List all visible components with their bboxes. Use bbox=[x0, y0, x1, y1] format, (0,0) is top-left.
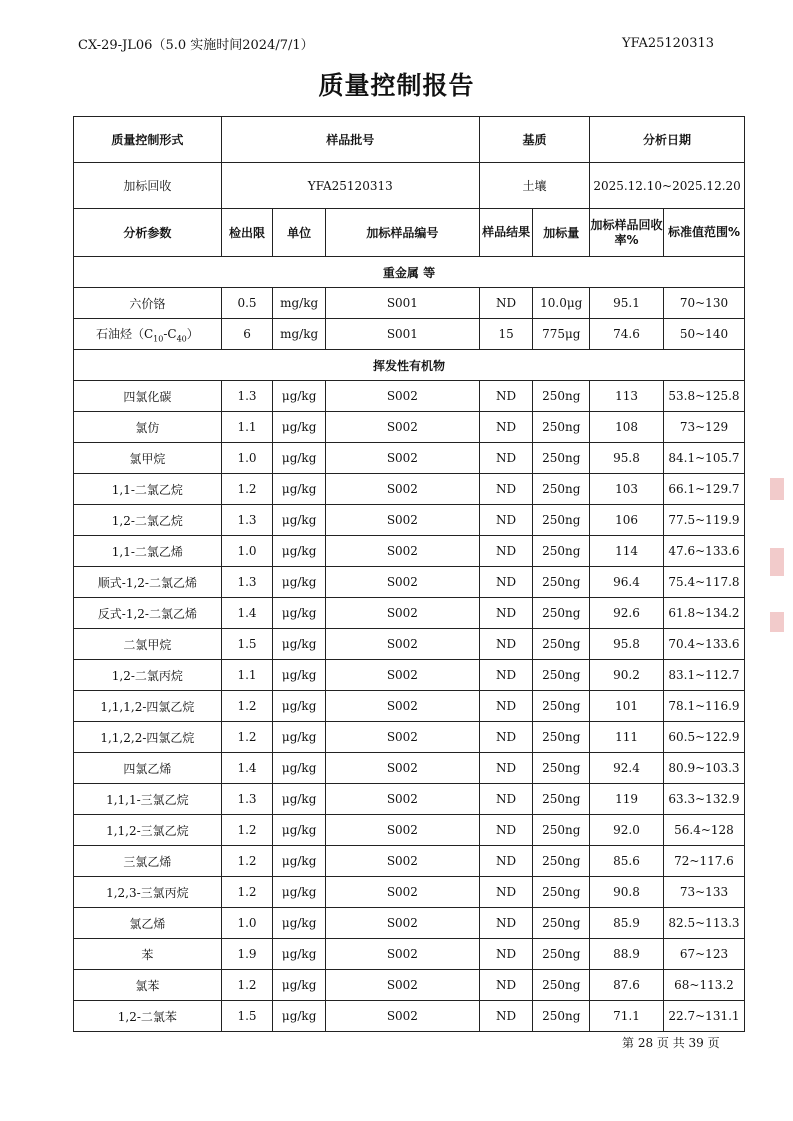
cell-standard-range: 61.8~134.2 bbox=[663, 598, 744, 629]
cell-sample-result: ND bbox=[479, 505, 533, 536]
cell-unit: mg/kg bbox=[273, 319, 326, 350]
cell-unit: μg/kg bbox=[273, 846, 326, 877]
cell-lod: 1.0 bbox=[221, 908, 273, 939]
stamp-fragment bbox=[770, 612, 784, 632]
text-part: -C bbox=[163, 326, 177, 341]
cell-sample-result: ND bbox=[479, 598, 533, 629]
cell-recovery: 90.8 bbox=[590, 877, 664, 908]
cell-spike-amount: 250ng bbox=[533, 1001, 590, 1032]
cell-parameter: 四氯化碳 bbox=[74, 381, 222, 412]
cell-lod: 1.5 bbox=[221, 1001, 273, 1032]
cell-recovery: 90.2 bbox=[590, 660, 664, 691]
info-header-qc-form: 质量控制形式 bbox=[74, 117, 222, 163]
cell-unit: μg/kg bbox=[273, 412, 326, 443]
info-qc-form: 加标回收 bbox=[74, 163, 222, 209]
cell-parameter: 氯苯 bbox=[74, 970, 222, 1001]
table-row bbox=[74, 1001, 745, 1032]
cell-recovery: 96.4 bbox=[590, 567, 664, 598]
cell-standard-range: 78.1~116.9 bbox=[663, 691, 744, 722]
cell-parameter: 六价铬 bbox=[74, 288, 222, 319]
table-row bbox=[74, 722, 745, 753]
cell-parameter: 二氯甲烷 bbox=[74, 629, 222, 660]
info-value-row bbox=[74, 163, 745, 209]
cell-sample-id: S001 bbox=[325, 319, 479, 350]
info-date: 2025.12.10~2025.12.20 bbox=[590, 163, 745, 209]
cell-unit: μg/kg bbox=[273, 722, 326, 753]
cell-unit: μg/kg bbox=[273, 815, 326, 846]
cell-unit: μg/kg bbox=[273, 443, 326, 474]
cell-lod: 1.2 bbox=[221, 846, 273, 877]
cell-recovery: 87.6 bbox=[590, 970, 664, 1001]
cell-standard-range: 56.4~128 bbox=[663, 815, 744, 846]
cell-standard-range: 73~133 bbox=[663, 877, 744, 908]
cell-parameter: 1,1,1,2-四氯乙烷 bbox=[74, 691, 222, 722]
cell-sample-result: ND bbox=[479, 753, 533, 784]
cell-standard-range: 63.3~132.9 bbox=[663, 784, 744, 815]
cell-spike-amount: 10.0μg bbox=[533, 288, 590, 319]
cell-parameter: 氯乙烯 bbox=[74, 908, 222, 939]
cell-sample-id: S002 bbox=[325, 784, 479, 815]
cell-sample-result: ND bbox=[479, 784, 533, 815]
table-row bbox=[74, 412, 745, 443]
cell-sample-result: ND bbox=[479, 1001, 533, 1032]
cell-lod: 1.0 bbox=[221, 443, 273, 474]
cell-standard-range: 84.1~105.7 bbox=[663, 443, 744, 474]
cell-recovery: 95.1 bbox=[590, 288, 664, 319]
info-batch: YFA25120313 bbox=[221, 163, 479, 209]
stamp-fragment bbox=[770, 548, 784, 576]
quality-control-table bbox=[73, 116, 745, 1032]
cell-unit: μg/kg bbox=[273, 939, 326, 970]
cell-sample-id: S002 bbox=[325, 722, 479, 753]
info-header-date: 分析日期 bbox=[590, 117, 745, 163]
cell-spike-amount: 250ng bbox=[533, 474, 590, 505]
cell-lod: 1.4 bbox=[221, 753, 273, 784]
table-row bbox=[74, 319, 745, 350]
cell-parameter: 顺式-1,2-二氯乙烯 bbox=[74, 567, 222, 598]
cell-parameter: 1,2-二氯丙烷 bbox=[74, 660, 222, 691]
col-header-parameter: 分析参数 bbox=[74, 209, 222, 257]
cell-sample-result: ND bbox=[479, 970, 533, 1001]
info-header-row bbox=[74, 117, 745, 163]
cell-lod: 1.3 bbox=[221, 567, 273, 598]
cell-recovery: 92.6 bbox=[590, 598, 664, 629]
cell-spike-amount: 250ng bbox=[533, 505, 590, 536]
cell-spike-amount: 250ng bbox=[533, 629, 590, 660]
table-row bbox=[74, 381, 745, 412]
cell-sample-id: S002 bbox=[325, 412, 479, 443]
cell-recovery: 103 bbox=[590, 474, 664, 505]
table-row bbox=[74, 443, 745, 474]
section-title: 重金属 等 bbox=[74, 257, 745, 288]
table-row bbox=[74, 691, 745, 722]
cell-unit: μg/kg bbox=[273, 536, 326, 567]
cell-standard-range: 75.4~117.8 bbox=[663, 567, 744, 598]
cell-standard-range: 53.8~125.8 bbox=[663, 381, 744, 412]
table-row bbox=[74, 536, 745, 567]
column-header-row bbox=[74, 209, 745, 257]
cell-parameter: 反式-1,2-二氯乙烯 bbox=[74, 598, 222, 629]
cell-recovery: 114 bbox=[590, 536, 664, 567]
cell-unit: mg/kg bbox=[273, 288, 326, 319]
cell-recovery: 95.8 bbox=[590, 443, 664, 474]
cell-unit: μg/kg bbox=[273, 784, 326, 815]
cell-unit: μg/kg bbox=[273, 691, 326, 722]
cell-sample-result: ND bbox=[479, 288, 533, 319]
page-title: 质量控制报告 bbox=[318, 71, 475, 100]
col-header-lod: 检出限 bbox=[221, 209, 273, 257]
cell-standard-range: 82.5~113.3 bbox=[663, 908, 744, 939]
cell-standard-range: 47.6~133.6 bbox=[663, 536, 744, 567]
cell-lod: 1.3 bbox=[221, 505, 273, 536]
cell-sample-id: S002 bbox=[325, 877, 479, 908]
cell-parameter: 苯 bbox=[74, 939, 222, 970]
table-row bbox=[74, 815, 745, 846]
document-code: CX-29-JL06（5.0 实施时间2024/7/1） bbox=[78, 38, 314, 53]
cell-sample-id: S002 bbox=[325, 939, 479, 970]
cell-sample-id: S002 bbox=[325, 567, 479, 598]
col-header-unit: 单位 bbox=[273, 209, 326, 257]
cell-sample-result: ND bbox=[479, 939, 533, 970]
cell-parameter: 1,2,3-三氯丙烷 bbox=[74, 877, 222, 908]
cell-sample-id: S001 bbox=[325, 288, 479, 319]
cell-unit: μg/kg bbox=[273, 505, 326, 536]
cell-lod: 1.2 bbox=[221, 722, 273, 753]
table-row bbox=[74, 288, 745, 319]
cell-spike-amount: 250ng bbox=[533, 908, 590, 939]
cell-recovery: 88.9 bbox=[590, 939, 664, 970]
report-number: YFA25120313 bbox=[622, 36, 715, 51]
cell-unit: μg/kg bbox=[273, 381, 326, 412]
stamp-fragment bbox=[770, 478, 784, 500]
cell-sample-result: ND bbox=[479, 474, 533, 505]
cell-spike-amount: 250ng bbox=[533, 381, 590, 412]
cell-parameter: 1,2-二氯苯 bbox=[74, 1001, 222, 1032]
cell-parameter: 1,1-二氯乙烯 bbox=[74, 536, 222, 567]
cell-sample-id: S002 bbox=[325, 536, 479, 567]
subscript: 40 bbox=[176, 334, 187, 344]
table-row bbox=[74, 753, 745, 784]
cell-sample-id: S002 bbox=[325, 598, 479, 629]
table-row bbox=[74, 970, 745, 1001]
cell-recovery: 92.4 bbox=[590, 753, 664, 784]
cell-sample-id: S002 bbox=[325, 381, 479, 412]
cell-recovery: 95.8 bbox=[590, 629, 664, 660]
cell-lod: 6 bbox=[221, 319, 273, 350]
cell-recovery: 85.9 bbox=[590, 908, 664, 939]
cell-recovery: 119 bbox=[590, 784, 664, 815]
cell-sample-id: S002 bbox=[325, 908, 479, 939]
cell-sample-id: S002 bbox=[325, 474, 479, 505]
cell-recovery: 113 bbox=[590, 381, 664, 412]
cell-parameter: 四氯乙烯 bbox=[74, 753, 222, 784]
cell-standard-range: 70.4~133.6 bbox=[663, 629, 744, 660]
cell-lod: 1.3 bbox=[221, 381, 273, 412]
cell-spike-amount: 250ng bbox=[533, 970, 590, 1001]
cell-sample-id: S002 bbox=[325, 691, 479, 722]
cell-spike-amount: 250ng bbox=[533, 567, 590, 598]
text-part: 石油烃（C bbox=[95, 326, 154, 341]
table-row bbox=[74, 660, 745, 691]
cell-spike-amount: 250ng bbox=[533, 877, 590, 908]
cell-sample-id: S002 bbox=[325, 970, 479, 1001]
cell-spike-amount: 250ng bbox=[533, 939, 590, 970]
cell-recovery: 101 bbox=[590, 691, 664, 722]
cell-standard-range: 80.9~103.3 bbox=[663, 753, 744, 784]
table-row bbox=[74, 939, 745, 970]
cell-sample-result: ND bbox=[479, 722, 533, 753]
cell-parameter: 氯甲烷 bbox=[74, 443, 222, 474]
cell-sample-result: ND bbox=[479, 908, 533, 939]
cell-sample-result: ND bbox=[479, 877, 533, 908]
section-header-row bbox=[74, 350, 745, 381]
table-row bbox=[74, 567, 745, 598]
col-header-spike-amount: 加标量 bbox=[533, 209, 590, 257]
cell-standard-range: 72~117.6 bbox=[663, 846, 744, 877]
cell-standard-range: 67~123 bbox=[663, 939, 744, 970]
cell-sample-id: S002 bbox=[325, 1001, 479, 1032]
cell-spike-amount: 250ng bbox=[533, 846, 590, 877]
cell-spike-amount: 250ng bbox=[533, 784, 590, 815]
cell-standard-range: 50~140 bbox=[663, 319, 744, 350]
cell-unit: μg/kg bbox=[273, 629, 326, 660]
col-header-sample-result: 样品结果 bbox=[479, 209, 533, 257]
cell-recovery: 111 bbox=[590, 722, 664, 753]
cell-parameter: 1,1-二氯乙烷 bbox=[74, 474, 222, 505]
cell-standard-range: 60.5~122.9 bbox=[663, 722, 744, 753]
cell-standard-range: 68~113.2 bbox=[663, 970, 744, 1001]
cell-standard-range: 66.1~129.7 bbox=[663, 474, 744, 505]
cell-sample-id: S002 bbox=[325, 505, 479, 536]
cell-spike-amount: 250ng bbox=[533, 412, 590, 443]
table-row bbox=[74, 877, 745, 908]
cell-unit: μg/kg bbox=[273, 1001, 326, 1032]
cell-lod: 1.4 bbox=[221, 598, 273, 629]
cell-unit: μg/kg bbox=[273, 567, 326, 598]
cell-sample-result: ND bbox=[479, 381, 533, 412]
table-row bbox=[74, 629, 745, 660]
cell-sample-result: ND bbox=[479, 815, 533, 846]
table-row bbox=[74, 784, 745, 815]
table-row bbox=[74, 908, 745, 939]
cell-unit: μg/kg bbox=[273, 877, 326, 908]
cell-lod: 1.2 bbox=[221, 970, 273, 1001]
col-header-standard-range: 标准值范围% bbox=[663, 209, 744, 257]
cell-sample-result: ND bbox=[479, 412, 533, 443]
cell-spike-amount: 775μg bbox=[533, 319, 590, 350]
cell-recovery: 92.0 bbox=[590, 815, 664, 846]
cell-parameter: 1,1,2-三氯乙烷 bbox=[74, 815, 222, 846]
cell-standard-range: 83.1~112.7 bbox=[663, 660, 744, 691]
info-header-matrix: 基质 bbox=[479, 117, 589, 163]
cell-recovery: 106 bbox=[590, 505, 664, 536]
cell-parameter: 1,1,1-三氯乙烷 bbox=[74, 784, 222, 815]
cell-recovery: 71.1 bbox=[590, 1001, 664, 1032]
text-part: ） bbox=[186, 326, 199, 341]
cell-recovery: 85.6 bbox=[590, 846, 664, 877]
cell-spike-amount: 250ng bbox=[533, 691, 590, 722]
page-number: 第 28 页 共 39 页 bbox=[622, 1036, 720, 1050]
cell-spike-amount: 250ng bbox=[533, 598, 590, 629]
cell-sample-result: ND bbox=[479, 443, 533, 474]
cell-parameter: 氯仿 bbox=[74, 412, 222, 443]
cell-sample-result: ND bbox=[479, 536, 533, 567]
info-matrix: 土壤 bbox=[479, 163, 589, 209]
cell-spike-amount: 250ng bbox=[533, 536, 590, 567]
cell-spike-amount: 250ng bbox=[533, 815, 590, 846]
table-row bbox=[74, 598, 745, 629]
cell-standard-range: 70~130 bbox=[663, 288, 744, 319]
cell-lod: 1.2 bbox=[221, 691, 273, 722]
cell-lod: 1.2 bbox=[221, 815, 273, 846]
cell-lod: 1.1 bbox=[221, 660, 273, 691]
cell-unit: μg/kg bbox=[273, 753, 326, 784]
cell-lod: 0.5 bbox=[221, 288, 273, 319]
table-row bbox=[74, 505, 745, 536]
cell-sample-result: 15 bbox=[479, 319, 533, 350]
cell-parameter: 三氯乙烯 bbox=[74, 846, 222, 877]
cell-standard-range: 22.7~131.1 bbox=[663, 1001, 744, 1032]
section-title: 挥发性有机物 bbox=[74, 350, 745, 381]
section-header-row bbox=[74, 257, 745, 288]
cell-lod: 1.3 bbox=[221, 784, 273, 815]
cell-spike-amount: 250ng bbox=[533, 660, 590, 691]
cell-spike-amount: 250ng bbox=[533, 753, 590, 784]
cell-sample-id: S002 bbox=[325, 443, 479, 474]
cell-lod: 1.0 bbox=[221, 536, 273, 567]
cell-sample-id: S002 bbox=[325, 660, 479, 691]
cell-lod: 1.2 bbox=[221, 877, 273, 908]
col-header-recovery: 加标样品回收率% bbox=[590, 209, 664, 257]
cell-sample-result: ND bbox=[479, 629, 533, 660]
cell-sample-result: ND bbox=[479, 660, 533, 691]
cell-recovery: 74.6 bbox=[590, 319, 664, 350]
cell-spike-amount: 250ng bbox=[533, 443, 590, 474]
subscript: 10 bbox=[153, 334, 164, 344]
cell-sample-id: S002 bbox=[325, 846, 479, 877]
cell-standard-range: 73~129 bbox=[663, 412, 744, 443]
cell-unit: μg/kg bbox=[273, 598, 326, 629]
table-row bbox=[74, 846, 745, 877]
cell-sample-result: ND bbox=[479, 846, 533, 877]
cell-sample-result: ND bbox=[479, 691, 533, 722]
cell-parameter: 1,2-二氯乙烷 bbox=[74, 505, 222, 536]
cell-lod: 1.9 bbox=[221, 939, 273, 970]
cell-lod: 1.2 bbox=[221, 474, 273, 505]
cell-spike-amount: 250ng bbox=[533, 722, 590, 753]
cell-unit: μg/kg bbox=[273, 908, 326, 939]
cell-sample-id: S002 bbox=[325, 629, 479, 660]
cell-sample-id: S002 bbox=[325, 753, 479, 784]
cell-unit: μg/kg bbox=[273, 970, 326, 1001]
cell-recovery: 108 bbox=[590, 412, 664, 443]
cell-sample-id: S002 bbox=[325, 815, 479, 846]
cell-parameter bbox=[74, 319, 222, 350]
cell-parameter: 1,1,2,2-四氯乙烷 bbox=[74, 722, 222, 753]
cell-unit: μg/kg bbox=[273, 474, 326, 505]
cell-sample-result: ND bbox=[479, 567, 533, 598]
cell-standard-range: 77.5~119.9 bbox=[663, 505, 744, 536]
cell-lod: 1.1 bbox=[221, 412, 273, 443]
col-header-spiked-sample-id: 加标样品编号 bbox=[325, 209, 479, 257]
info-header-batch: 样品批号 bbox=[221, 117, 479, 163]
table-row bbox=[74, 474, 745, 505]
cell-lod: 1.5 bbox=[221, 629, 273, 660]
cell-unit: μg/kg bbox=[273, 660, 326, 691]
